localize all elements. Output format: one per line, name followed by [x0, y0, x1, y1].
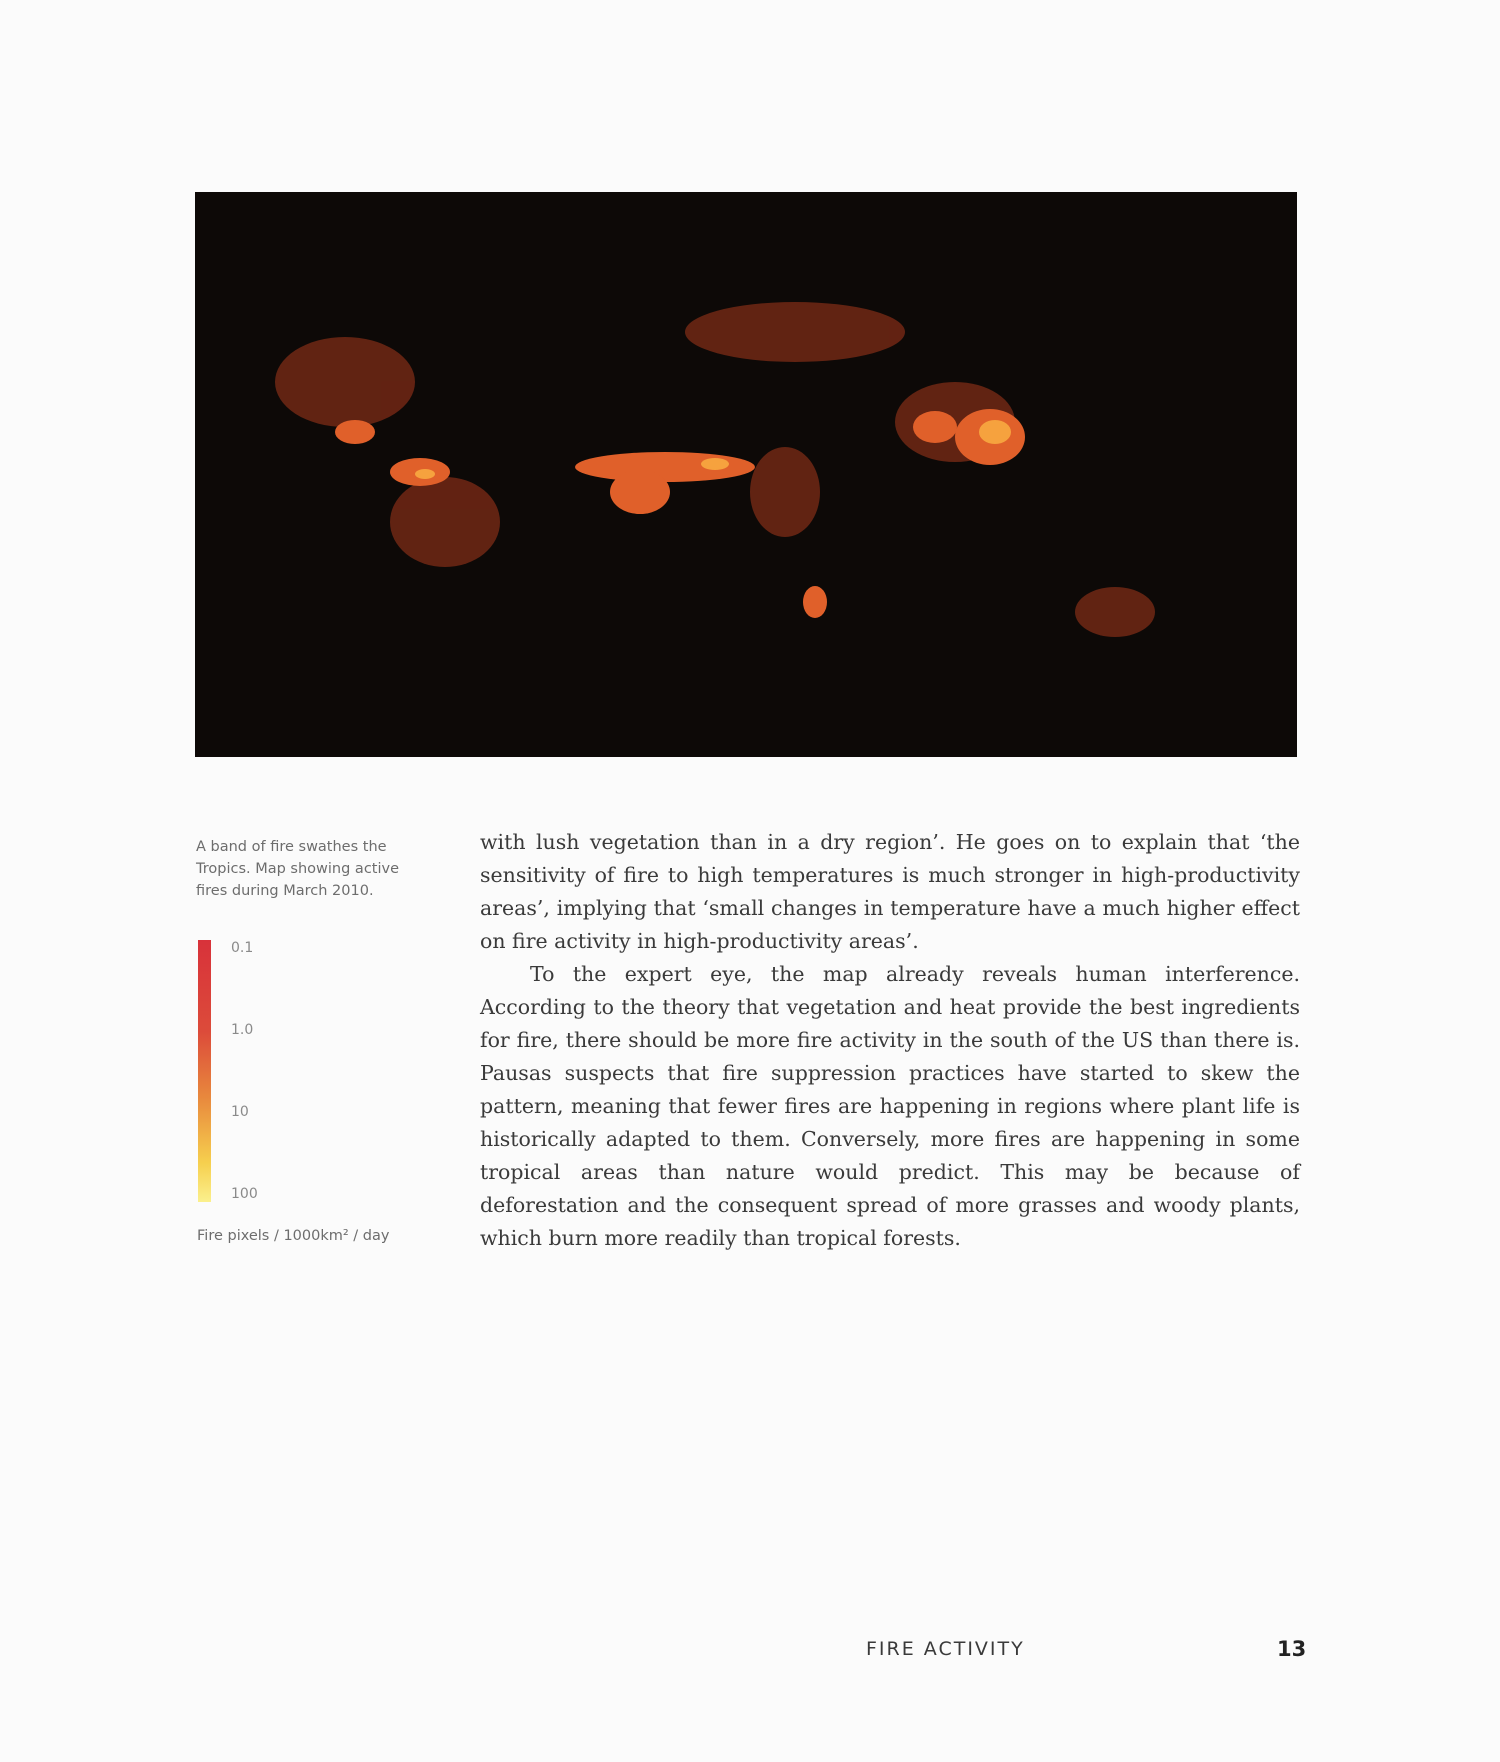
fire-map-image	[195, 192, 1297, 757]
body-paragraph: with lush vegetation than in a dry region’. He goes on to explain that ‘the sensitivity of fire to high temperatures is much stronger in high-productivity areas’, implying that ‘small changes in temperature have a much higher effect on fire activity in high-productivity areas’.	[480, 830, 1300, 953]
figure-caption: A band of fire swathes the Tropics. Map showing active fires during March 2010.	[196, 839, 400, 899]
body-text	[480, 826, 1300, 1255]
legend-tick-label: 10	[231, 1104, 249, 1120]
legend-color-scale	[198, 940, 211, 1202]
world-fire-map	[195, 192, 1297, 757]
legend-tick-label: 100	[231, 1186, 258, 1202]
page-number: 13	[1277, 1637, 1307, 1661]
running-footer-title: FIRE ACTIVITY	[866, 1638, 1025, 1660]
legend-tick-label: 0.1	[231, 940, 254, 956]
legend-tick-label: 1.0	[231, 1022, 254, 1038]
legend-unit-label: Fire pixels / 1000km² / day	[197, 1228, 390, 1244]
body-paragraph: To the expert eye, the map already reveals human interference. According to the theory that vegetation and heat provide the best ingredients for fire, there should be more fire activity in the south of the US than there is. Pausas suspects that fire suppression practices have started to skew the pattern, meaning that fewer fires are happening in regions where plant life is historically adapted to them. Conversely, more fires are happening in some tropical areas than nature would predict. This may be because of deforestation and the consequent spread of more grasses and woody plants, which burn more readily than tropical forests.	[480, 962, 1300, 1250]
